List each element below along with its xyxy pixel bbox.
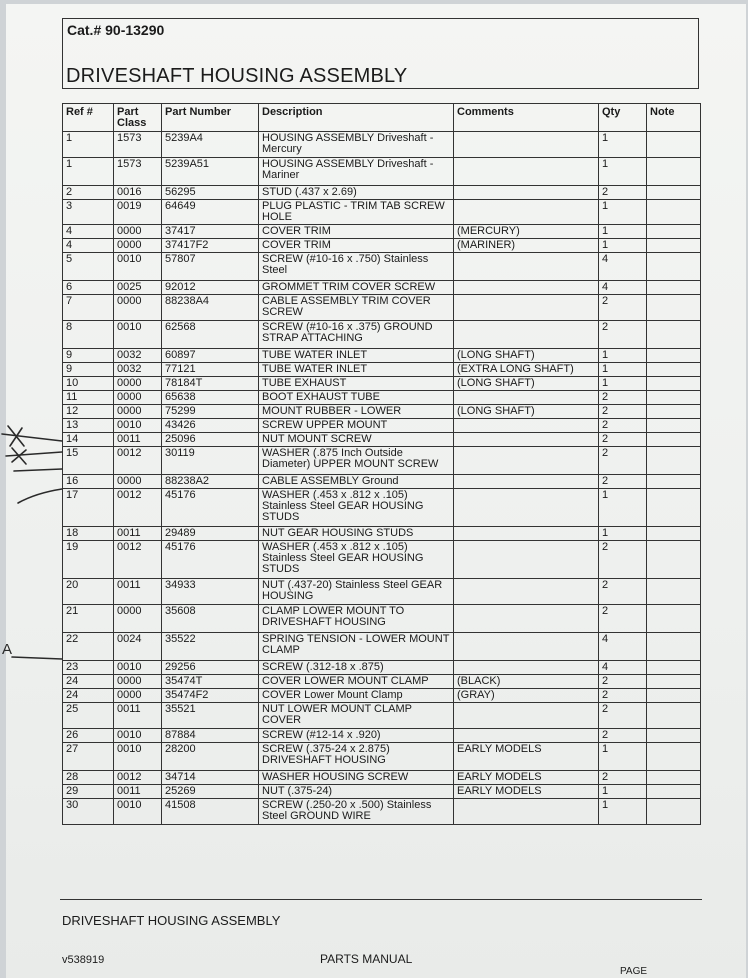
margin-letter: A [2, 641, 13, 658]
qty-cell: 2 [599, 433, 647, 447]
part-number-cell: 35521 [162, 703, 259, 729]
part-number-cell: 34933 [162, 579, 259, 605]
part-class-cell: 0010 [114, 799, 162, 825]
part-class-cell: 0032 [114, 363, 162, 377]
part-class-cell: 0016 [114, 186, 162, 200]
part-number-cell: 5239A51 [162, 158, 259, 186]
description-cell: MOUNT RUBBER - LOWER [259, 405, 454, 419]
description-cell: SCREW (.250-20 x .500) Stainless Steel GROUND WIRE [259, 799, 454, 825]
column-header-comments: Comments [454, 104, 599, 132]
qty-cell: 1 [599, 239, 647, 253]
part-number-cell: 64649 [162, 200, 259, 225]
part-class-cell: 0012 [114, 541, 162, 579]
part-class-cell: 0011 [114, 527, 162, 541]
part-class-cell: 0010 [114, 743, 162, 771]
pen-line-ref-21 [12, 657, 62, 659]
ref-cell: 18 [63, 527, 114, 541]
part-class-cell: 0010 [114, 321, 162, 349]
ref-cell: 14 [63, 433, 114, 447]
qty-cell: 4 [599, 633, 647, 661]
description-cell: COVER TRIM [259, 225, 454, 239]
part-class-cell: 0010 [114, 729, 162, 743]
ref-cell: 2 [63, 186, 114, 200]
description-cell: WASHER (.453 x .812 x .105) Stainless Steel GEAR HOUSING STUDS [259, 541, 454, 579]
ref-cell: 1 [63, 158, 114, 186]
part-number-cell: 25096 [162, 433, 259, 447]
part-number-cell: 75299 [162, 405, 259, 419]
comments-cell: EARLY MODELS [454, 771, 599, 785]
qty-cell: 2 [599, 605, 647, 633]
comments-cell: (EXTRA LONG SHAFT) [454, 363, 599, 377]
part-class-cell: 0011 [114, 703, 162, 729]
qty-cell: 2 [599, 689, 647, 703]
ref-cell: 21 [63, 605, 114, 633]
description-cell: COVER LOWER MOUNT CLAMP [259, 675, 454, 689]
part-class-cell: 1573 [114, 132, 162, 158]
qty-cell: 2 [599, 729, 647, 743]
part-number-cell: 25269 [162, 785, 259, 799]
description-cell: NUT (.437-20) Stainless Steel GEAR HOUSING [259, 579, 454, 605]
qty-cell: 2 [599, 675, 647, 689]
ref-cell: 5 [63, 253, 114, 281]
ref-cell: 9 [63, 349, 114, 363]
qty-cell: 2 [599, 295, 647, 321]
qty-cell: 4 [599, 661, 647, 675]
part-number-cell: 56295 [162, 186, 259, 200]
ref-cell: 25 [63, 703, 114, 729]
qty-cell: 1 [599, 743, 647, 771]
qty-cell: 1 [599, 225, 647, 239]
ref-cell: 7 [63, 295, 114, 321]
part-number-cell: 34714 [162, 771, 259, 785]
description-cell: NUT LOWER MOUNT CLAMP COVER [259, 703, 454, 729]
part-number-cell: 45176 [162, 541, 259, 579]
description-cell: CABLE ASSEMBLY TRIM COVER SCREW [259, 295, 454, 321]
qty-cell: 2 [599, 541, 647, 579]
qty-cell: 1 [599, 785, 647, 799]
pen-line-ref-15 [18, 489, 62, 503]
part-class-cell: 0019 [114, 200, 162, 225]
part-class-cell: 0011 [114, 579, 162, 605]
qty-cell: 1 [599, 349, 647, 363]
comments-cell: (LONG SHAFT) [454, 377, 599, 391]
part-class-cell: 0000 [114, 225, 162, 239]
part-number-cell: 87884 [162, 729, 259, 743]
qty-cell: 2 [599, 703, 647, 729]
ref-cell: 4 [63, 239, 114, 253]
part-number-cell: 92012 [162, 281, 259, 295]
part-class-cell: 0032 [114, 349, 162, 363]
part-class-cell: 0010 [114, 253, 162, 281]
ref-cell: 30 [63, 799, 114, 825]
description-cell: SPRING TENSION - LOWER MOUNT CLAMP [259, 633, 454, 661]
comments-cell: (BLACK) [454, 675, 599, 689]
part-number-cell: 77121 [162, 363, 259, 377]
ref-cell: 20 [63, 579, 114, 605]
column-header-ref: Ref # [63, 104, 114, 132]
column-header-part-number: Part Number [162, 104, 259, 132]
ref-cell: 27 [63, 743, 114, 771]
part-number-cell: 65638 [162, 391, 259, 405]
pen-line-ref-12 [2, 434, 62, 441]
ref-cell: 28 [63, 771, 114, 785]
ref-cell: 16 [63, 475, 114, 489]
part-number-cell: 88238A4 [162, 295, 259, 321]
ref-cell: 10 [63, 377, 114, 391]
ref-cell: 6 [63, 281, 114, 295]
description-cell: CLAMP LOWER MOUNT TO DRIVESHAFT HOUSING [259, 605, 454, 633]
qty-cell: 1 [599, 489, 647, 527]
footer-title: DRIVESHAFT HOUSING ASSEMBLY [62, 913, 281, 928]
comments-cell: (LONG SHAFT) [454, 405, 599, 419]
part-number-cell: 57807 [162, 253, 259, 281]
part-class-cell: 0010 [114, 419, 162, 433]
ref-cell: 24 [63, 689, 114, 703]
description-cell: HOUSING ASSEMBLY Driveshaft - Mercury [259, 132, 454, 158]
description-cell: NUT (.375-24) [259, 785, 454, 799]
comments-cell: EARLY MODELS [454, 743, 599, 771]
part-class-cell: 0010 [114, 661, 162, 675]
ref-cell: 1 [63, 132, 114, 158]
part-class-cell: 0012 [114, 489, 162, 527]
ref-cell: 4 [63, 225, 114, 239]
description-cell: WASHER HOUSING SCREW [259, 771, 454, 785]
footer-divider [60, 899, 702, 900]
part-number-cell: 35474F2 [162, 689, 259, 703]
description-cell: COVER TRIM [259, 239, 454, 253]
description-cell: HOUSING ASSEMBLY Driveshaft - Mariner [259, 158, 454, 186]
description-cell: SCREW (#10-16 x .750) Stainless Steel [259, 253, 454, 281]
description-cell: TUBE WATER INLET [259, 349, 454, 363]
part-number-cell: 88238A2 [162, 475, 259, 489]
description-cell: CABLE ASSEMBLY Ground [259, 475, 454, 489]
catalog-number: Cat.# 90-13290 [67, 22, 165, 38]
ref-cell: 23 [63, 661, 114, 675]
qty-cell: 2 [599, 419, 647, 433]
part-number-cell: 37417F2 [162, 239, 259, 253]
qty-cell: 1 [599, 799, 647, 825]
page-title: DRIVESHAFT HOUSING ASSEMBLY [66, 65, 408, 87]
column-header-note: Note [647, 104, 701, 132]
pen-line-ref-14 [14, 469, 62, 471]
description-cell: NUT GEAR HOUSING STUDS [259, 527, 454, 541]
description-cell: STUD (.437 x 2.69) [259, 186, 454, 200]
qty-cell: 2 [599, 447, 647, 475]
part-class-cell: 0000 [114, 239, 162, 253]
description-cell: COVER Lower Mount Clamp [259, 689, 454, 703]
part-class-cell: 0025 [114, 281, 162, 295]
qty-cell: 1 [599, 200, 647, 225]
ref-cell: 19 [63, 541, 114, 579]
part-number-cell: 37417 [162, 225, 259, 239]
qty-cell: 1 [599, 363, 647, 377]
qty-cell: 4 [599, 281, 647, 295]
description-cell: GROMMET TRIM COVER SCREW [259, 281, 454, 295]
ref-cell: 9 [63, 363, 114, 377]
ref-cell: 3 [63, 200, 114, 225]
footer-manual-label: PARTS MANUAL [320, 952, 413, 966]
ref-cell: 26 [63, 729, 114, 743]
part-class-cell: 0000 [114, 391, 162, 405]
part-number-cell: 28200 [162, 743, 259, 771]
part-class-cell: 0000 [114, 605, 162, 633]
description-cell: NUT MOUNT SCREW [259, 433, 454, 447]
qty-cell: 2 [599, 771, 647, 785]
part-number-cell: 41508 [162, 799, 259, 825]
ref-cell: 17 [63, 489, 114, 527]
part-class-cell: 0000 [114, 295, 162, 321]
ref-cell: 11 [63, 391, 114, 405]
qty-cell: 1 [599, 158, 647, 186]
part-number-cell: 29489 [162, 527, 259, 541]
column-header-description: Description [259, 104, 454, 132]
qty-cell: 2 [599, 475, 647, 489]
part-number-cell: 35474T [162, 675, 259, 689]
part-class-cell: 0000 [114, 689, 162, 703]
part-number-cell: 35608 [162, 605, 259, 633]
qty-cell: 2 [599, 405, 647, 419]
description-cell: WASHER (.453 x .812 x .105) Stainless Steel GEAR HOUSING STUDS [259, 489, 454, 527]
part-class-cell: 0012 [114, 771, 162, 785]
ref-cell: 29 [63, 785, 114, 799]
ref-cell: 22 [63, 633, 114, 661]
part-class-cell: 0000 [114, 675, 162, 689]
qty-cell: 2 [599, 321, 647, 349]
ref-cell: 13 [63, 419, 114, 433]
part-number-cell: 62568 [162, 321, 259, 349]
comments-cell: (LONG SHAFT) [454, 349, 599, 363]
qty-cell: 1 [599, 377, 647, 391]
comments-cell: EARLY MODELS [454, 785, 599, 799]
footer-code: v538919 [62, 954, 105, 966]
part-number-cell: 45176 [162, 489, 259, 527]
part-class-cell: 0000 [114, 377, 162, 391]
part-number-cell: 43426 [162, 419, 259, 433]
qty-cell: 1 [599, 527, 647, 541]
ref-cell: 24 [63, 675, 114, 689]
qty-cell: 4 [599, 253, 647, 281]
column-header-part-class: Part Class [114, 104, 162, 132]
part-number-cell: 35522 [162, 633, 259, 661]
description-cell: TUBE WATER INLET [259, 363, 454, 377]
comments-cell: (MERCURY) [454, 225, 599, 239]
part-number-cell: 60897 [162, 349, 259, 363]
ref-cell: 15 [63, 447, 114, 475]
comments-cell: (GRAY) [454, 689, 599, 703]
part-class-cell: 0000 [114, 475, 162, 489]
description-cell: SCREW (.375-24 x 2.875) DRIVESHAFT HOUSING [259, 743, 454, 771]
part-class-cell: 1573 [114, 158, 162, 186]
pen-line-ref-13 [6, 452, 62, 456]
description-cell: SCREW (#12-14 x .920) [259, 729, 454, 743]
comments-cell: (MARINER) [454, 239, 599, 253]
description-cell: SCREW (.312-18 x .875) [259, 661, 454, 675]
part-class-cell: 0011 [114, 785, 162, 799]
description-cell: TUBE EXHAUST [259, 377, 454, 391]
part-number-cell: 29256 [162, 661, 259, 675]
part-class-cell: 0011 [114, 433, 162, 447]
description-cell: WASHER (.875 Inch Outside Diameter) UPPER MOUNT SCREW [259, 447, 454, 475]
description-cell: SCREW (#10-16 x .375) GROUND STRAP ATTACHING [259, 321, 454, 349]
part-number-cell: 78184T [162, 377, 259, 391]
qty-cell: 2 [599, 579, 647, 605]
part-class-cell: 0024 [114, 633, 162, 661]
qty-cell: 2 [599, 391, 647, 405]
qty-cell: 2 [599, 186, 647, 200]
part-number-cell: 30119 [162, 447, 259, 475]
part-class-cell: 0012 [114, 447, 162, 475]
part-class-cell: 0000 [114, 405, 162, 419]
part-number-cell: 5239A4 [162, 132, 259, 158]
description-cell: BOOT EXHAUST TUBE [259, 391, 454, 405]
ref-cell: 8 [63, 321, 114, 349]
qty-cell: 1 [599, 132, 647, 158]
column-header-qty: Qty [599, 104, 647, 132]
footer-page-label: PAGE [620, 966, 648, 977]
description-cell: SCREW UPPER MOUNT [259, 419, 454, 433]
ref-cell: 12 [63, 405, 114, 419]
description-cell: PLUG PLASTIC - TRIM TAB SCREW HOLE [259, 200, 454, 225]
